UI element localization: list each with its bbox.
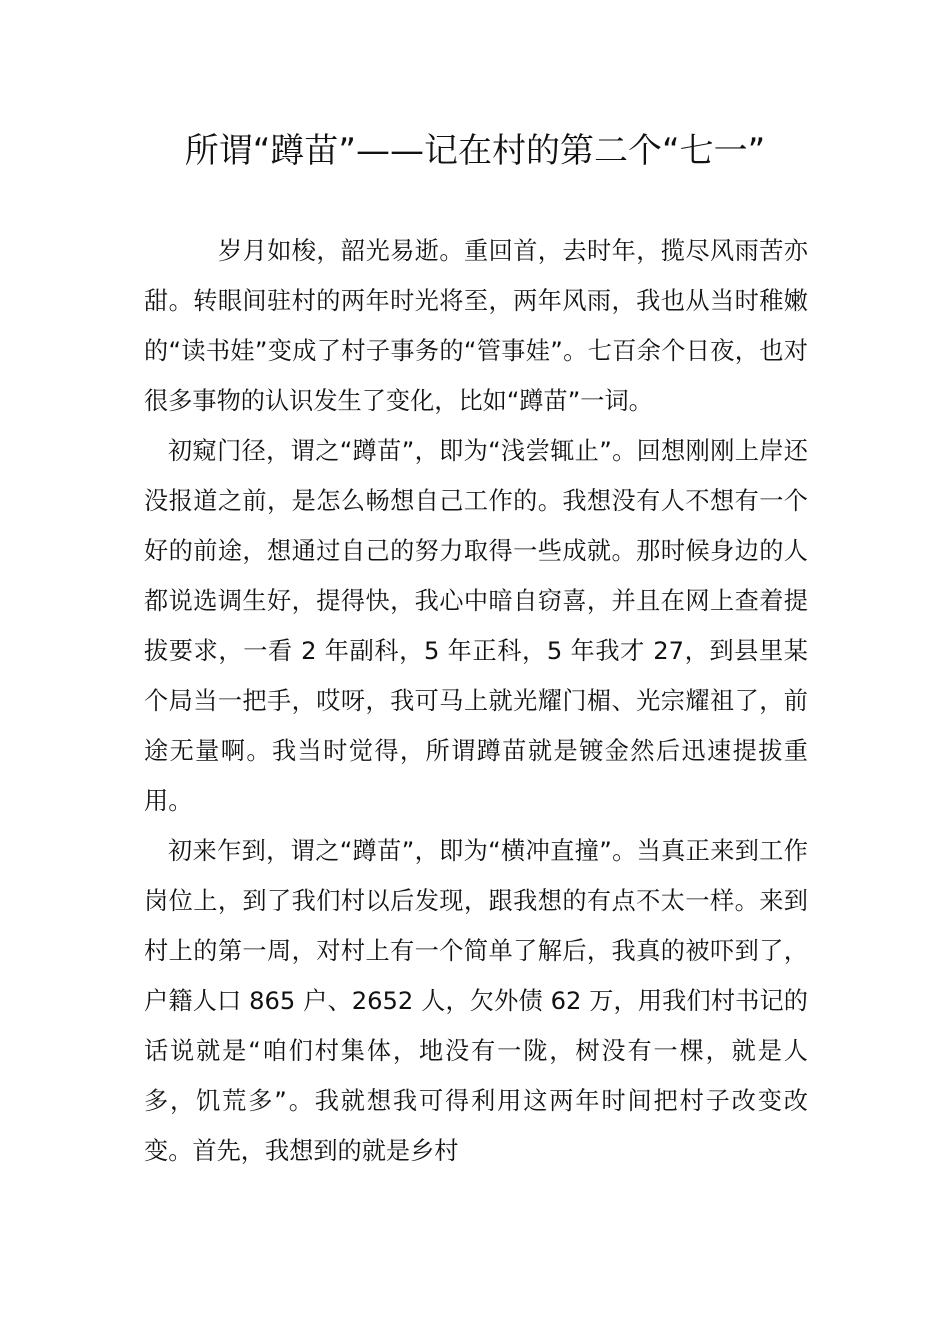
paragraph-second-stage: 初来乍到，谓之“蹲苗”，即为“横冲直撞”。当真正来到工作岗位上，到了我们村以后发现，跟我想的有点不太一样。来到村上的第一周，对村上有一个简单了解后，我真的被吓到了，户籍人口 865 户、2652 人，欠外债 62 万，用我们村书记的话说就是“咱们村集体，地没有一陇，树没有一棵，就是人多，饥荒多”。我就想我可得利用这两年时间把村子改变改变。首先，我想到的就是乡村 — [144, 837, 808, 1165]
paragraph-intro: 岁月如梭，韶光易逝。重回首，去时年，揽尽风雨苦亦甜。转眼间驻村的两年时光将至，两年风雨，我也从当时稚嫩的“读书娃”变成了村子事务的“管事娃”。七百余个日夜，也对很多事物的认识发生了变化，比如“蹲苗”一词。 — [144, 237, 808, 415]
document-body — [144, 226, 808, 1176]
paragraph-first-stage: 初窥门径，谓之“蹲苗”，即为“浅尝辄止”。回想刚刚上岸还没报道之前，是怎么畅想自己工作的。我想没有人不想有一个好的前途，想通过自己的努力取得一些成就。那时候身边的人都说选调生好，提得快，我心中暗自窃喜，并且在网上查着提拔要求，一看 2 年副科，5 年正科，5 年我才 27，到县里某个局当一把手，哎呀，我可马上就光耀门楣、光宗耀祖了，前途无量啊。我当时觉得，所谓蹲苗就是镀金然后迅速提拔重用。 — [144, 437, 808, 815]
document-title: 所谓“蹲苗”——记在村的第二个“七一” — [184, 131, 766, 171]
